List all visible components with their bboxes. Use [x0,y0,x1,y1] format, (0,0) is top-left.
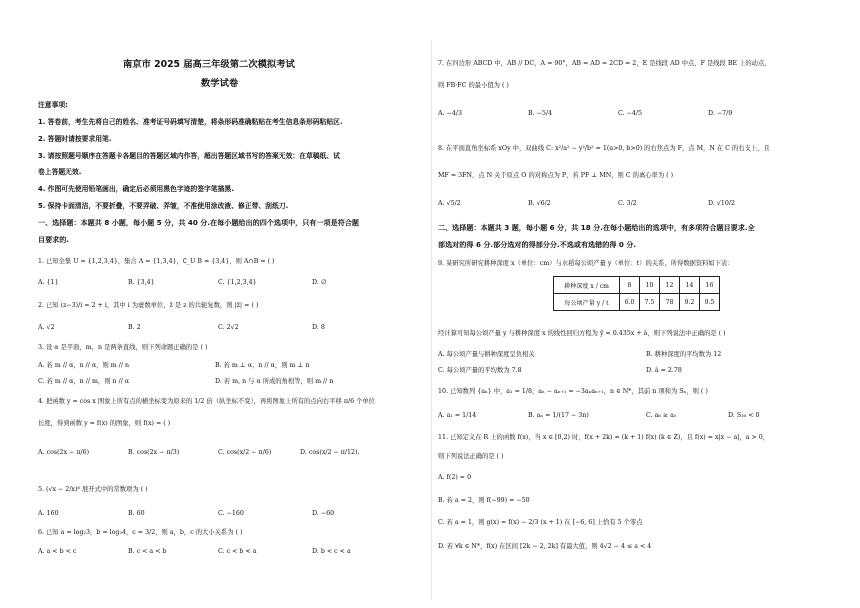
option-c: C. 若 a = 1，则 g(x) = f(x) − 2/3 (x + 1) 在 [−6, 6] 上恰有 5 个零点 [438,519,643,526]
note-item: 2. 答题时请按要求用笔. [38,135,112,143]
option-d: D. 8 [312,324,325,331]
option-a: A. 160 [38,510,59,517]
note-item: 卷上答题无效. [38,168,82,176]
question-stem: 5. (√x − 2/x)⁶ 展开式中的常数项为 ( ) [38,486,148,493]
exam-subtitle: 数学试卷 [201,78,239,89]
table-cell: 10 [640,277,660,294]
option-c: C. {1,2,3,4} [218,279,257,286]
option-d: D. −60 [312,510,335,517]
option-d: D. 若 ∀k ∈ N*，f(x) 在区间 [2k − 2, 2k] 有最大值，则 4√2 − 4 ≤ a < 4 [438,543,652,550]
option-b: B. √6/2 [528,200,551,207]
table-row [554,294,720,311]
option-d: D. cos(x/2 − π/12). [300,449,360,456]
option-a: A. {1} [38,279,59,286]
option-b: B. cos(2x − π/3) [128,449,180,456]
question-stem: 7. 在四边形 ABCD 中，AB // DC，A = 90°，AB = AD = 2CD = 2，E 是线段 AD 中点，F 是线段 BE 上的动点， [438,60,771,67]
note-item: 3. 请按照题号顺序在答题卡各题目的答题区域内作答，超出答题区域书写的答案无效：在草稿纸、试 [38,152,340,160]
column-divider [431,40,432,600]
option-c: C. −160 [218,510,244,517]
option-c: C. 每公顷产量的平均数为 7.8 [438,367,522,374]
section1-heading-cont: 目要求的. [38,235,70,244]
section2-heading: 二、选择题：本题共 3 题，每小题 6 分，共 18 分.在每小题给出的选项中，有多项符合题目要求.全 [438,223,755,232]
table-cell: 12 [660,277,680,294]
option-b: B. {3,4} [128,279,155,286]
option-d: D. ∅ [312,279,327,286]
question-stem: 3. 设 α 是平面，m，n 是两条直线，则下列命题正确的是 ( ) [38,344,208,351]
table-cell: 16 [700,277,720,294]
table-header-yield: 每公顷产量 y / t [554,294,620,311]
option-c: C. cos(x/2 − π/6) [218,449,272,456]
option-c: C. −4/5 [618,110,643,117]
table-cell: 6.0 [620,294,640,311]
option-c: C. 若 m // α，n // m，则 n // α [38,378,130,385]
option-b: B. c < a < b [128,548,167,555]
table-cell: 7.5 [640,294,660,311]
question-stem: 1. 已知全集 U = {1,2,3,4}，集合 A = {1,3,4}，∁_U B = {3,4}，则 A∩B = ( ) [38,258,275,265]
notes-heading: 注意事项: [38,101,68,109]
exam-title: 南京市 2025 届高三年级第二次模拟考试 [123,59,295,70]
option-d: D. 若 m, n 与 α 所成的角相等，则 m // n [215,378,334,385]
section1-heading: 一、选择题：本题共 8 小题，每小题 5 分，共 40 分.在每小题给出的四个选项中，只有一项是符合题 [38,218,360,227]
table-cell: 78 [660,294,680,311]
question-stem-cont: 长度，得到函数 y = f(x) 的图象，则 f(x) = ( ) [38,420,171,427]
question-stem-cont: 则下列说法正确的是 ( ) [438,453,504,460]
table-cell: 8 [620,277,640,294]
option-d: D. b < c < a [312,548,351,555]
question-stem-cont: MF = 3FN，点 N 关于原点 O 的对称点为 P，若 PF ⊥ MN，则 C 的离心率为 ( ) [438,172,674,179]
question-stem: 6. 已知 a = log₂3，b = log₃4，c = 3/2，则 a，b，c 的大小关系为 ( ) [38,529,243,536]
option-b: B. 耕种深度的平均数为 12 [646,351,722,358]
option-a: A. cos(2x − π/6) [38,449,90,456]
note-item: 5. 保持卡面清洁，不要折叠，不要弄破、弄皱，不准使用涂改液、修正带、刮纸刀. [38,202,289,210]
option-a: A. √2 [38,324,55,331]
table-header-depth: 耕种深度 x / cm [554,277,620,294]
table-cell: 9.5 [700,294,720,311]
question-stem: 11. 已知定义在 R 上的函数 f(x)，当 x ∈ [0,2) 时，f(x + 2k) = (k + 1) f(x) (k ∈ Z)，且 f(x) = x|x − a|，a > 0， [438,434,770,441]
option-a: A. 每公顷产量与耕种深度呈负相关 [438,351,535,358]
option-c: C. 2√2 [218,324,239,331]
question-stem: 4. 把函数 y = cos x 图象上所有点的横坐标变为原来的 1/2 倍（纵坐标不变），再将图象上所有的点向右平移 π/6 个单位 [38,398,375,405]
option-a: A. −4/3 [438,110,462,117]
option-b: B. −5/4 [528,110,553,117]
option-b: B. 若 a = 2，则 f(−99) = −50 [438,497,530,504]
table-cell: 9.2 [680,294,700,311]
option-a: A. a < b < c [38,548,77,555]
question-stem: 8. 在平面直角坐标系 xOy 中，双曲线 C: x²/a² − y²/b² = 1(a>0, b>0) 的右焦点为 F，点 M，N 在 C 的右支上，且 [438,145,770,152]
question-stem: 2. 已知 (z−3)/i = 2 + i，其中 i 为虚数单位，z̄ 是 z 的共轭复数，则 |z̄| = ( ) [38,302,259,309]
data-table [553,276,720,311]
question-text: 经计算可知每公顷产量 y 与耕种深度 x 的线性回归方程为 ŷ = 0.435x + â，则下列说法中正确的是 ( ) [438,330,726,337]
note-item: 4. 作图可先使用铅笔画出，确定后必须用黑色字迹的签字笔描黑. [38,185,234,193]
option-c: C. a₆ ≥ a₅ [646,412,677,419]
option-b: B. 若 m ⊥ α，n // α，则 m ⊥ n [215,362,310,369]
table-row [554,277,720,294]
option-b: B. 2 [128,324,141,331]
option-d: D. −7/9 [708,110,733,117]
option-c: C. 3/2 [618,200,637,207]
option-d: D. S₁₆ < 0 [728,412,760,419]
option-b: B. aₙ = 1/(17 − 3n) [528,412,589,419]
option-a: A. √5/2 [438,200,461,207]
section2-heading-cont: 部选对的得 6 分.部分选对的得部分分.不选或有选错的得 0 分. [438,240,637,249]
option-d: D. √10/2 [708,200,735,207]
question-stem-cont: 则 FB·FC 的最小值为 ( ) [438,82,509,89]
option-b: B. 60 [128,510,145,517]
option-c: C. c < b < a [218,548,257,555]
note-item: 1. 答卷前，考生先将自己的姓名、准考证号码填写清楚，将条形码准确粘贴在考生信息条形码粘贴区. [38,118,343,126]
option-a: A. a₁ = 1/14 [438,412,477,419]
question-stem: 9. 某研究所研究耕种深度 x（单位：cm）与水稻每公顷产量 y（单位：t）的关系，所得数据资料如下表： [438,260,734,267]
option-a: A. f(2) = 0 [438,474,472,481]
option-a: A. 若 m // α，n // α，则 m // n [38,362,130,369]
option-d: D. â = 2.78 [646,367,682,374]
table-cell: 14 [680,277,700,294]
question-stem: 10. 已知数列 {aₙ} 中，a₁ = 1/8，aₙ − aₙ₊₁ = −3aₙaₙ₊₁，n ∈ N*，其前 n 项和为 Sₙ，则 ( ) [438,388,708,395]
